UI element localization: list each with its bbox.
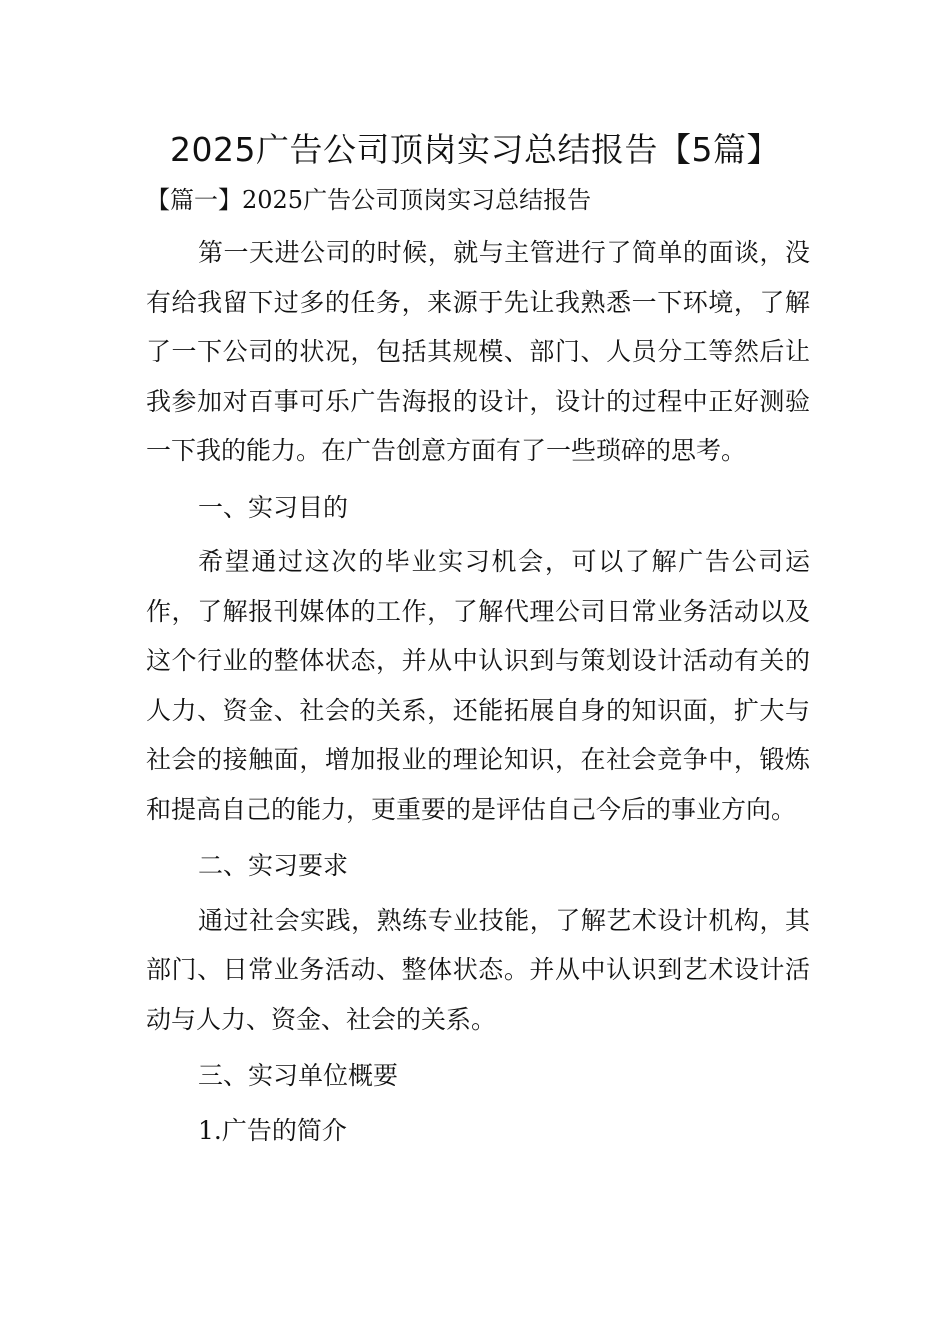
paragraph-intro: 第一天进公司的时候，就与主管进行了简单的面谈，没有给我留下过多的任务，来源于先让我熟悉一下环境，了解了一下公司的状况，包括其规模、部门、人员分工等然后让我参加对百事可乐广告海报的设计，设计的过程中正好测验一下我的能力。在广告创意方面有了一些琐碎的思考。 (146, 238, 810, 465)
heading-internship-requirements: 二、实习要求 (198, 851, 349, 880)
document-title: 2025广告公司顶岗实习总结报告【5篇】 (170, 130, 780, 169)
heading-unit-overview: 三、实习单位概要 (198, 1061, 399, 1090)
paragraph-requirements: 通过社会实践，熟练专业技能，了解艺术设计机构，其部门、日常业务活动、整体状态。并从中认识到艺术设计活动与人力、资金、社会的关系。 (146, 905, 810, 1034)
document-body (146, 228, 810, 1160)
paragraph-purpose: 希望通过这次的毕业实习机会，可以了解广告公司运作，了解报刊媒体的工作，了解代理公司日常业务活动以及这个行业的整体状态，并从中认识到与策划设计活动有关的人力、资金、社会的关系，还能拓展自身的知识面，扩大与社会的接触面，增加报业的理论知识，在社会竞争中，锻炼和提高自己的能力，更重要的是评估自己今后的事业方向。 (146, 547, 810, 824)
heading-internship-purpose: 一、实习目的 (198, 492, 349, 522)
section-subtitle: 【篇一】2025广告公司顶岗实习总结报告 (146, 186, 592, 214)
heading-ad-introduction: 1.广告的简介 (198, 1115, 347, 1145)
